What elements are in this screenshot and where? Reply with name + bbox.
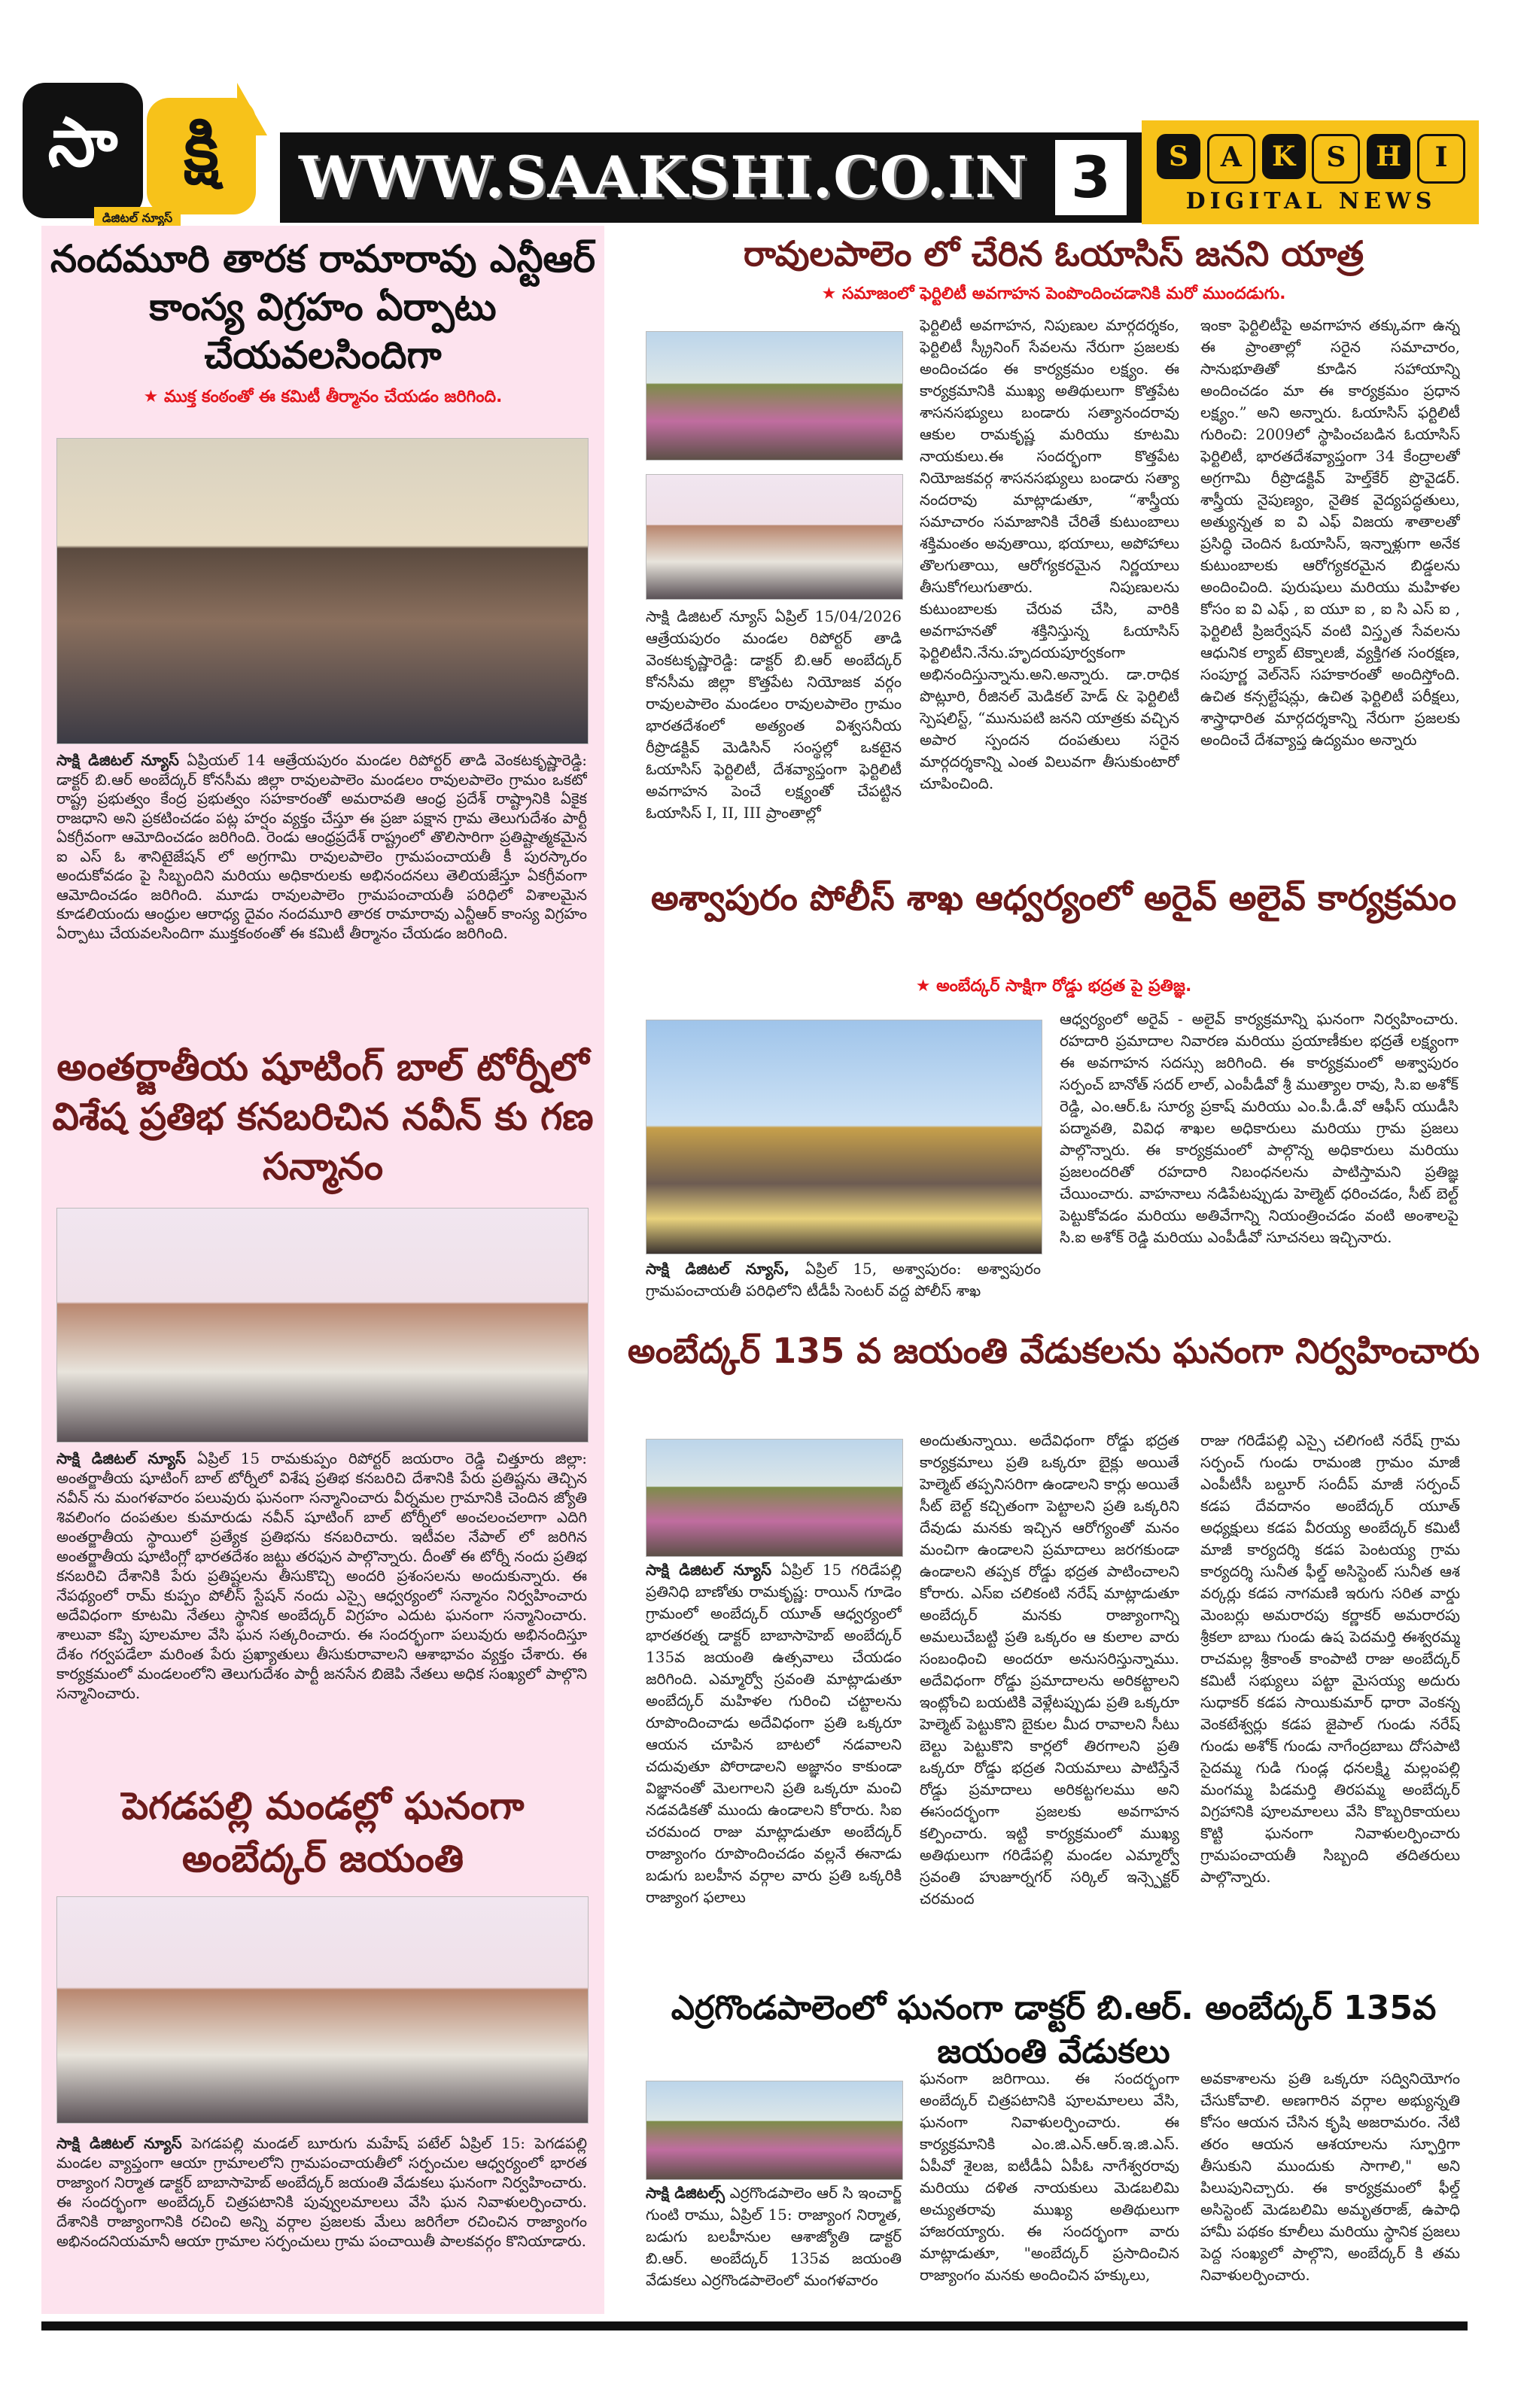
subhead-ntr-statue: ★ ముక్త కంఠంతో ఈ కమిటీ తీర్మానం చేయడం జరిగింది. xyxy=(143,388,503,406)
photo-pegadapalli-jayanti xyxy=(56,1896,589,2124)
brand-letter: A xyxy=(1207,134,1255,184)
logo-subtitle: డిజిటల్ న్యూస్ xyxy=(94,207,181,230)
article-police-body: ఆధ్వర్యంలో అరైవ్ - అలైవ్ కార్యక్రమాన్ని ఘనంగా నిర్వహించారు. రహదారి ప్రమాదాల నివారణ మరియు ప్రయాణీకుల భద్రతే లక్ష్యంగా ఈ అవగాహన సదస్సు జరిగింది. ఈ కార్యక్రమంలో అశ్వాపురం సర్పంచ్ బానోత్ సదర్ లాల్, ఎంపీడీవో శ్రీ ముత్యాల రావు, సి.ఐ అశోక్ రెడ్డి, ఎం.ఆర్.ఓ సూర్య ప్రకాష్ మరియు ఎం.పీ.డీ.వో ఆఫీస్ యుడీసి పద్మావతి, వివిధ శాఖల అధికారులు మరియు గ్రామ ప్రజలు పాల్గొన్నారు. ఈ కార్యక్రమంలో పాల్గొన్న అధికారులు మరియు ప్రజలందరితో రహదారి నిబంధనలను పాటిస్తామని ప్రతిజ్ఞ చేయించారు. వాహనాలు నడిపేటప్పుడు హెల్మెట్ ధరించడం, సీట్ బెల్ట్ పెట్టుకోవడం మరియు అతివేగాన్ని నియంత్రించడం వంటి అంశాలపై సి.ఐ అశోక్ రెడ్డి మరియు ఎంపీడీవో సూచనలు ఇచ్చినారు. xyxy=(1060,1010,1459,1246)
brand-letters xyxy=(1157,134,1465,181)
caption-text: ఎర్రగొండపాలెం ఆర్ సి ఇంచార్జ్ గుంటి రాము, ఏప్రిల్ 15: రాజ్యాంగ నిర్మాత, బడుగు బలహీనుల ఆశాజ్యోతి డాక్టర్ బి.ఆర్. అంబేద్కర్ 135వ జయంతి వేడుకలు ఎర్రగొండపాలెంలో మంగళవారం xyxy=(646,2184,902,2289)
body-text: ఏప్రిల్ 15 రామకుప్పం రిపోర్టర్ జయరాం రెడ్డి చిత్తూరు జిల్లా: అంతర్జాతీయ షూటింగ్ బాల్ టోర్నీలో విశేష ప్రతిభ కనబరిచి దేశానికి పేరు ప్రతిష్టను తెచ్చిన నవీన్ ను మంగళవారం పలువురు ఘనంగా సన్మానించారు వీర్నమల గ్రామానికి చెందిన జ్యోతి శివలింగం దంపతుల కుమారుడు నవీన్ షూటింగ్ బాల్ టోర్నీలో అంచలంచలాగా ఎదిగి అంతర్జాతీయ స్థాయిలో ప్రత్యేక ప్రతిభను కనబరిచారు. ఇటీవల నేపాల్ లో జరిగిన అంతర్జాతీయ షూటింగ్లో భారతదేశం జట్టు తరఫున పాల్గొన్నారు. దీంతో ఈ టోర్నీ నందు ప్రతిభ కనబరిచి దేశానికి పేరు ప్రతిష్టలను తీసుకొచ్చి అందరి ప్రశంసలను అందుకున్నారు. ఈ నేపథ్యంలో రామ్ కుప్పం పోలీస్ స్టేషన్ నందు ఎస్సై ఆధ్వర్యంలో సన్మానం నిర్వహించారు అదేవిధంగా కూటమి నేతలు స్థానిక అంబేద్కర్ విగ్రహం ఎదుట ఘనంగా సన్మానించారు. శాలువా కప్పి పూలమాల వేసి ఘన సత్కరించారు. ఈ సందర్భంగా పలువురు అభినందిస్తూ దేశం గర్వపడేలా మరింత పేరు ప్రఖ్యాతులు తీసుకురావాలని ఆశాభావం వ్యక్తం చేశారు. ఈ కార్యక్రమంలో మండలంలోని తెలుగుదేశం పార్టీ జనసేన బిజెపి నేతలు అధిక సంఖ్యలో పాల్గొని సన్మానించారు. xyxy=(56,1449,587,1702)
article-police-caption xyxy=(646,1258,1041,1305)
site-url: WWW.SAAKSHI.CO.IN xyxy=(299,144,1028,211)
photo-oasis-1 xyxy=(646,331,903,461)
headline-ambedkar-135: అంబేద్కర్ 135 వ జయంతి వేడుకలను ఘనంగా నిర్వహించారు xyxy=(627,1330,1480,1371)
brand-subtitle: DIGITAL NEWS xyxy=(1185,188,1437,214)
byline: సాక్షి డిజిటల్ న్యూస్ xyxy=(646,1561,772,1579)
headline-pegadapalli: పెగడపల్లి మండల్లో ఘనంగా అంబేద్కర్ జయంతి xyxy=(121,1784,525,1880)
page-number: 3 xyxy=(1055,140,1127,215)
headline-ntr-statue: నందమూరి తారక రామారావు ఎన్టీఆర్ కాంస్య విగ్రహం ఏర్పాటు చేయవలసిందిగా xyxy=(50,237,595,377)
article-ambedkar-caption xyxy=(646,1559,902,1969)
photo-ambedkar-135 xyxy=(646,1439,903,1557)
article-ntr-statue-body xyxy=(56,751,587,1022)
brand-letter: S xyxy=(1312,134,1360,184)
photo-yerragondapalem xyxy=(646,2081,903,2180)
byline: సాక్షి డిజిటల్ న్యూస్, xyxy=(646,1260,790,1278)
headline-shooting-ball: అంతర్జాతీయ షూటింగ్ బాల్ టోర్నీలో విశేష ప్రతిభ కనబరిచిన నవీన్ కు గణ సన్మానం xyxy=(52,1045,594,1188)
bottom-rule xyxy=(41,2321,1468,2330)
article-ambedkar-column-2: అందుతున్నాయి. అదేవిధంగా రోడ్డు భద్రత కార్యక్రమాలు ప్రతి ఒక్కరూ బైక్లు అయితే హెల్మెట్ తప్పనిసరిగా ఉండాలని కార్లు అయితే సీట్ బెల్ట్ కచ్చితంగా పెట్టాలని ప్రతి ఒక్కరిని దేవుడు మనకు ఇచ్చిన ఆరోగ్యంతో మనం మంచిగా ఉండాలని ప్రమాదాలు జరగకుండా ఉండాలని తప్పక రోడ్డు భద్రత పాటించాలని కోరారు. ఎస్ఐ చలికంటి నరేష్ మాట్లాడుతూ అంబేద్కర్ మనకు రాజ్యాంగాన్ని అమలుచేబట్టి ప్రతి ఒక్కరం ఆ కులాల వారు సంబంధించి అందరూ అనుసరిస్తున్నాము. అదేవిధంగా రోడ్డు ప్రమాదాలను అరికట్టాలని ఇంట్లోంచి బయటికి వెళ్లేటప్పుడు ప్రతి ఒక్కరూ హెల్మెట్ పెట్టుకొని బైకుల మీద రావాలని సీటు బెల్టు పెట్టుకొని కార్లలో తిరగాలని ప్రతి ఒక్కరూ రోడ్డు భద్రత నియమాలు పాటిస్తేనే రోడ్డు ప్రమాదాలు అరికట్టగలము అని ఈసందర్భంగా ప్రజలకు అవగాహన కల్పించారు. ఇట్టి కార్యక్రమంలో ముఖ్య అతిథులుగా గరిడేపల్లి మండల ఎమ్మార్వో స్రవంతి హుజూర్నగర్ సర్కిల్ ఇన్స్పెక్టర్ చరమంద xyxy=(920,1431,1179,1908)
brand-letter: K xyxy=(1262,134,1306,179)
body-text: ఏప్రియల్ 14 ఆత్రేయపురం మండల రిపోర్టర్ తాడి వెంకటకృష్ణారెడ్డి: డాక్టర్ బి.ఆర్ అంబేద్కర్ కోనసీమ జిల్లా రావులపాలెం మండలం రావులపాలెం గ్రామం ఒకటో రాష్ట్ర ప్రభుత్వం కేంద్ర ప్రభుత్వం సహకారంతో అమరావతి ఆంధ్ర ప్రదేశ్ రాష్ట్రానికి ఏకైక రాజధాని అని ప్రకటించడం పట్ల హర్షం వ్యక్తం చేస్తూ ఈ ప్రజా పక్షాన గ్రామ తెలుగుదేశం పార్టీ ఏకగ్రీవంగా ఆమోదించడం జరిగింది. రెండు ఆంధ్రప్రదేశ్ రాష్ట్రంలో తొలిసారిగా ప్రతిష్టాత్మకమైన ఐ ఎస్ ఓ శానిటైజేషన్ లో అగ్రగామి రావులపాలెం గ్రామపంచాయతీ కీ పురస్కారం అందుకోవడం పై సిబ్బందిని మరియు అధికారులకు అభినందనలు తెలియజేస్తూ ఏకగ్రీవంగా ఆమోదించడం జరిగింది. మూడు రావులపాలెం గ్రామపంచాయతీ పరిధిలో విశాలమైన కూడలియందు ఆంధ్రుల ఆరాధ్య దైవం నందమూరి తారక రామారావు ఎన్టీఆర్ కాంస్య విగ్రహం ఏర్పాటు చేయవలసిందిగా ముక్తకంఠంతో ఈ కమిటీ తీర్మానం చేయడం జరిగింది. xyxy=(56,751,587,942)
site-banner xyxy=(280,132,1142,223)
article-oasis-caption: సాక్షి డిజిటల్ న్యూస్ ఏప్రిల్ 15/04/2026 ఆత్రేయపురం మండల రిపోర్టర్ తాడి వెంకటకృష్ణారెడ్డి: డాక్టర్ బి.ఆర్ అంబేద్కర్ కోనసీమ జిల్లా కొత్తపేట నియోజక వర్గం రావులపాలెం మండలం రావులపాలెం గ్రామం భారతదేశంలో అత్యంత విశ్వసనీయ రీప్రొడక్టివ్ మెడిసిన్ సంస్థల్లో ఒకటైన ఓయాసిస్ ఫెర్టిలిటీ, దేశవ్యాప్తంగా ఫెర్టిలిటీ అవగాహన పెంచే లక్ష్యంతో చేపట్టిన ఓయాసిస్ I, II, III ప్రాంతాల్లో xyxy=(646,607,902,822)
article-pegadapalli-body xyxy=(56,2133,587,2299)
article-ambedkar-column-3: రాజు గరిడేపల్లి ఎస్సై చలిగంటి నరేష్ గ్రామ సర్పంచ్ గుండు రామంజి గ్రామం మాజీ ఎంపీటీసీ బల్దూర్ సందీప్ మాజీ సర్పంచ్ కడప దేవదానం అంబేద్కర్ యూత్ అధ్యక్షులు కడప వీరయ్య అంబేద్కర్ కమిటీ మాజీ కార్యదర్శి కడప పెంటయ్య గ్రామ కార్యదర్శి సునీత ఫీల్డ్ అసిస్టెంట్ సునీత ఆశ వర్కర్లు కడప నాగమణి ఇరుగు సరిత వార్డు మెంబర్లు అమరారపు కర్ణాకర్ అమరారపు శ్రీకలా బాబు గుండు ఉష పెదమర్తి ఈశ్వరమ్మ రాచమల్ల శ్రీకాంత్ కాంపాటి రాజు అంబేద్కర్ కమిటీ సభ్యులు పట్టా మైసయ్య అదురు సుధాకర్ కడప సాయికుమార్ ధారా వెంకన్న వెంకటేశ్వర్లు కడప జైపాల్ గుండు నరేష్ గుండు అశోక్ గుండు నాగేంద్రబాబు దోసపాటి సైదమ్మ గుడి గుండ్ల ధనలక్ష్మి మల్లంపల్లి మంగమ్మ పిడమర్తి తిరపమ్మ అంబేద్కర్ విగ్రహానికి పూలమాలలు వేసి కొబ్బరికాయలు కొట్టి ఘనంగా నివాళులర్పించారు గ్రామపంచాయతీ సిబ్బంది తదితరులు పాల్గొన్నారు. xyxy=(1200,1431,1460,1886)
subhead-oasis: ★ సమాజంలో ఫెర్టిలిటీ అవగాహన పెంపొందించడానికి మరో ముందడుగు. xyxy=(821,284,1286,303)
article-oasis-column-3: ఇంకా ఫెర్టిలిటీపై అవగాహన తక్కువగా ఉన్న ఈ ప్రాంతాల్లో సరైన సమాచారం, సానుభూతితో కూడిన సహాయాన్ని అందించడం మా ఈ కార్యక్రమం ప్రధాన లక్ష్యం.” అని అన్నారు. ఓయాసిస్ ఫర్టిలిటీ గురించి: 2009లో స్థాపించబడిన ఓయాసిస్ ఫెర్టిలిటీ, భారతదేశవ్యాప్తంగా 34 కేంద్రాలతో అగ్రగామి రీప్రొడక్టివ్ హెల్త్‌కేర్ ప్రొవైడర్. శాస్త్రీయ నైపుణ్యం, నైతిక వైద్యపద్ధతులు, అత్యున్నత ఐ వి ఎఫ్ విజయ శాతాలతో ప్రసిద్ధి చెందిన ఓయాసిస్, ఇన్నాళ్లుగా అనేక కుటుంబాలకు ఆరోగ్యకరమైన బిడ్డలను అందించింది. పురుషులు మరియు మహిళల కోసం ఐ వి ఎఫ్ , ఐ యూ ఐ , ఐ సి ఎస్ ఐ , ఫెర్టిలిటీ ప్రిజర్వేషన్ వంటి విస్తృత సేవలను ఆధునిక ల్యాబ్ టెక్నాలజీ, వ్యక్తిగత సంరక్షణ, సంపూర్ణ వెల్‌నెస్ సహకారంతో అందిస్తోంది. ఉచిత కన్సల్టేషన్లు, ఉచిత ఫెర్టిలిటీ పరీక్షలు, శాస్త్రాధారిత మార్గదర్శకాన్ని నేరుగా ప్రజలకు అందించే దేశవ్యాప్త ఉద్యమం అన్నారు xyxy=(1200,316,1460,749)
article-oasis-column-2: ఫెర్టిలిటీ అవగాహన, నిపుణుల మార్గదర్శకం, ఫెర్టిలిటీ స్క్రీనింగ్ సేవలను నేరుగా ప్రజలకు అందించడం ఈ కార్యక్రమం లక్ష్యం. ఈ కార్యక్రమానికి ముఖ్య అతిథులుగా కొత్తపేట శాసనసభ్యులు బండారు సత్యానందరావు ఆకుల రామకృష్ణ మరియు కూటమి నాయకులు.ఈ సందర్భంగా కొత్తపేట నియోజకవర్గ శాసనసభ్యులు బండారు సత్యా నందరావు మాట్లాడుతూ, “శాస్త్రీయ సమాచారం సమాజానికి చేరితే కుటుంబాలు శక్తిమంతం అవుతాయి, భయాలు, అపోహాలు తొలగుతాయి, ఆరోగ్యకరమైన నిర్ణయాలు తీసుకోగలుగుతారు. నిపుణులను కుటుంబాలకు చేరువ చేసి, వారికి అవగాహనతో శక్తినిస్తున్న ఓయాసిస్ ఫెర్టిలిటీని.నేను.హృదయపూర్వకంగా అభినందిస్తున్నాను.అని.అన్నారు. డా.రాధిక పొట్లూరి, రీజినల్ మెడికల్ హెడ్ & ఫెర్టిలిటీ స్పెషలిస్ట్, “మునుపటి జనని యాత్రకు వచ్చిన అపార స్పందన దంపతులు సరైన మార్గదర్శకాన్ని ఎంత విలువగా తీసుకుంటారో చూపించింది. xyxy=(920,316,1179,792)
caption-text: ఏప్రిల్ 15, అశ్వాపురం: అశ్వాపురం గ్రామపంచాయతీ పరిధిలోని టీడీపీ సెంటర్ వద్ద పోలీస్ శాఖ xyxy=(646,1260,1041,1300)
logo-yellow-tab xyxy=(237,83,267,135)
brand-letter: H xyxy=(1367,134,1410,179)
photo-naveen-felicitation xyxy=(56,1208,589,1443)
article-yerragondapalem-column-3: అవకాశాలను ప్రతి ఒక్కరూ సద్వినియోగం చేసుకోవాలి. అణగారిన వర్గాల అభ్యున్నతి కోసం ఆయన చేసిన కృషి అజరామరం. నేటి తరం ఆయన ఆశయాలను స్ఫూర్తిగా తీసుకుని ముందుకు సాగాలి," అని పిలుపునిచ్చారు. ఈ కార్యక్రమంలో ఫీల్డ్ అసిస్టెంట్ మెడబలిమి అమృతరాజ్, ఉపాధి హామీ పథకం కూలీలు మరియు స్థానిక ప్రజలు పెద్ద సంఖ్యలో పాల్గొని, అంబేద్కర్ కి తమ నివాళులర్పించారు. xyxy=(1200,2069,1460,2284)
byline: సాక్షి డిజిటల్ న్యూస్ xyxy=(56,2134,182,2152)
body-text: పెగడపల్లి మండల్ బూరుగు మహేష్ పటేల్ ఏప్రిల్ 15: పెగడపల్లి మండల వ్యాప్తంగా ఆయా గ్రామాలలోని గ్రామపంచాయతీలో సర్పంచుల ఆధ్వర్యంలో భారత రాజ్యాంగ నిర్మాత డాక్టర్ బాబాసాహెబ్ అంబేద్కర్ జయంతి వేడుకలు ఘనంగా నిర్వహించారు. ఈ సందర్భంగా అంబేద్కర్ చిత్రపటానికి పువ్వులమాలలు వేసి ఘన నివాళులర్పించారు. దేశానికి రాజ్యాంగానికి రచించి అన్ని వర్గాల ప్రజలకు మేలు జరిగేలా రచించిన రాజ్యాంగం అభినందనియమానీ ఆయా గ్రామాల సర్పంచులు గ్రామ పంచాయితీ పాలకవర్గం కొనియాడారు. xyxy=(56,2134,587,2250)
byline: సాక్షి డిజిటల్స్ xyxy=(646,2184,725,2202)
brand-letter: S xyxy=(1157,134,1200,179)
photo-committee-meeting xyxy=(56,438,589,744)
photo-ambedkar-statue-police xyxy=(646,1020,1042,1254)
byline: సాక్షి డిజిటల్ న్యూస్ xyxy=(56,751,179,769)
headline-police-arrive-alive: అశ్వాపురం పోలీస్ శాఖ ఆధ్వర్యంలో అరైవ్ అలైవ్ కార్యక్రమం xyxy=(650,877,1457,918)
photo-oasis-2 xyxy=(646,474,903,600)
headline-oasis-janani-yatra: రావులపాలెం లో చేరిన ఓయాసిస్ జనని యాత్ర xyxy=(743,233,1364,274)
subhead-police: ★ అంబేద్కర్ సాక్షిగా రోడ్డు భద్రత పై ప్రతిజ్ఞ. xyxy=(915,977,1192,996)
article-yerragondapalem-column-2: ఘనంగా జరిగాయి. ఈ సందర్భంగా అంబేద్కర్ చిత్రపటానికి పూలమాలలు వేసి, ఘనంగా నివాళులర్పించారు. ఈ కార్యక్రమానికి ఎం.జి.ఎన్.ఆర్.ఇ.జి.ఎస్. ఏపీవో శైలజ, ఐటీడీఏ ఏపీఓ నాగేశ్వరరావు మరియు దళిత నాయకులు మెడబలిమి అచ్యుతరావు ముఖ్య అతిథులుగా హాజరయ్యారు. ఈ సందర్భంగా వారు మాట్లాడుతూ, "అంబేద్కర్ ప్రసాదించిన రాజ్యాంగం మనకు అందించిన హక్కులు, xyxy=(920,2069,1179,2284)
headline-yerragondapalem: ఎర్రగొండపాలెంలో ఘనంగా డాక్టర్ బి.ఆర్. అంబేద్కర్ 135వ జయంతి వేడుకలు xyxy=(671,1989,1437,2071)
sakshi-logo xyxy=(23,83,278,230)
logo-yellow-block: క్షి xyxy=(147,98,256,214)
caption-text: ఏప్రిల్ 15 గరిడేపల్లి ప్రతినిధి బాణోతు రామకృష్ణ: రాయిన్ గూడెం గ్రామంలో అంబేద్కర్ యూత్ ఆధ్వర్యంలో భారతరత్న డాక్టర్ బాబాసాహెబ్ అంబేద్కర్ 135వ జయంతి ఉత్సవాలు చేయడం జరిగింది. ఎమ్మార్వో స్రవంతి మాట్లాడుతూ అంబేద్కర్ మహిళల గురించి చట్టాలను రూపొందించాడు అదేవిధంగా ప్రతి ఒక్కరూ ఆయన చూపిన బాటలో నడవాలని చదువుతూ పోరాడాలని అజ్ఞానం కాకుండా విజ్ఞానంతో మెలగాలని ప్రతి ఒక్కరూ మంచి నడవడికతో ముందు ఉండాలని కోరారు. సిఐ చరమంద రాజు మాట్లాడుతూ అంబేద్కర్ రాజ్యాంగం రూపొందించడం వల్లనే ఈనాడు బడుగు బలహీన వర్గాల వారు ప్రతి ఒక్కరికి రాజ్యాంగ ఫలాలు xyxy=(646,1561,902,1906)
article-yerragondapalem-caption xyxy=(646,2182,902,2314)
brand-letter: I xyxy=(1417,134,1465,184)
article-shooting-ball-body xyxy=(56,1449,587,1765)
byline: సాక్షి డిజిటల్ న్యూస్ xyxy=(56,1449,186,1467)
sakshi-digital-news-badge xyxy=(1142,120,1479,224)
logo-black-block: సా xyxy=(23,83,143,218)
